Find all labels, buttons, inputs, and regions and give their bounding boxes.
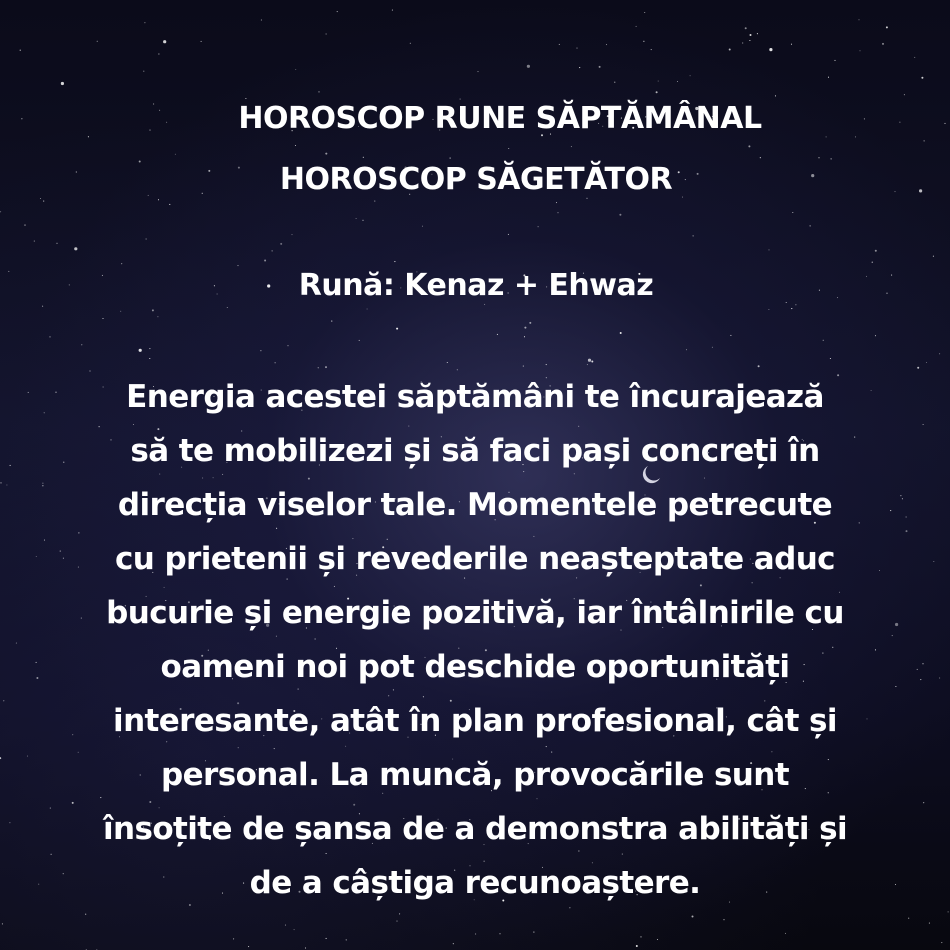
body-line-4: cu prietenii și revederile neașteptate aduc: [115, 541, 835, 577]
body-line-6: oameni noi pot deschide oportunități: [160, 649, 790, 685]
body-line-8: personal. La muncă, provocările sunt: [161, 757, 789, 793]
body-line-5: bucurie și energie pozitivă, iar întâlnirile cu: [106, 595, 844, 631]
title-line-2: HOROSCOP SĂGETĂTOR: [279, 162, 673, 197]
body-line-7: interesante, atât în plan profesional, cât și: [113, 703, 837, 739]
horoscope-body: [30, 370, 920, 910]
body-line-3: direcția viselor tale. Momentele petrecute: [117, 487, 833, 523]
rune-label: Rună: Kenaz + Ehwaz: [298, 268, 654, 303]
body-line-10: de a câștiga recunoaștere.: [249, 865, 701, 901]
body-line-1: Energia acestei săptămâni te încurajează: [126, 379, 824, 415]
body-line-9: însoțite de șansa de a demonstra abilități și: [102, 811, 848, 847]
body-line-2: să te mobilizezi și să faci pași concreți în: [130, 433, 820, 469]
title-line-1: HOROSCOP RUNE SĂPTĂMÂNAL: [238, 101, 762, 136]
